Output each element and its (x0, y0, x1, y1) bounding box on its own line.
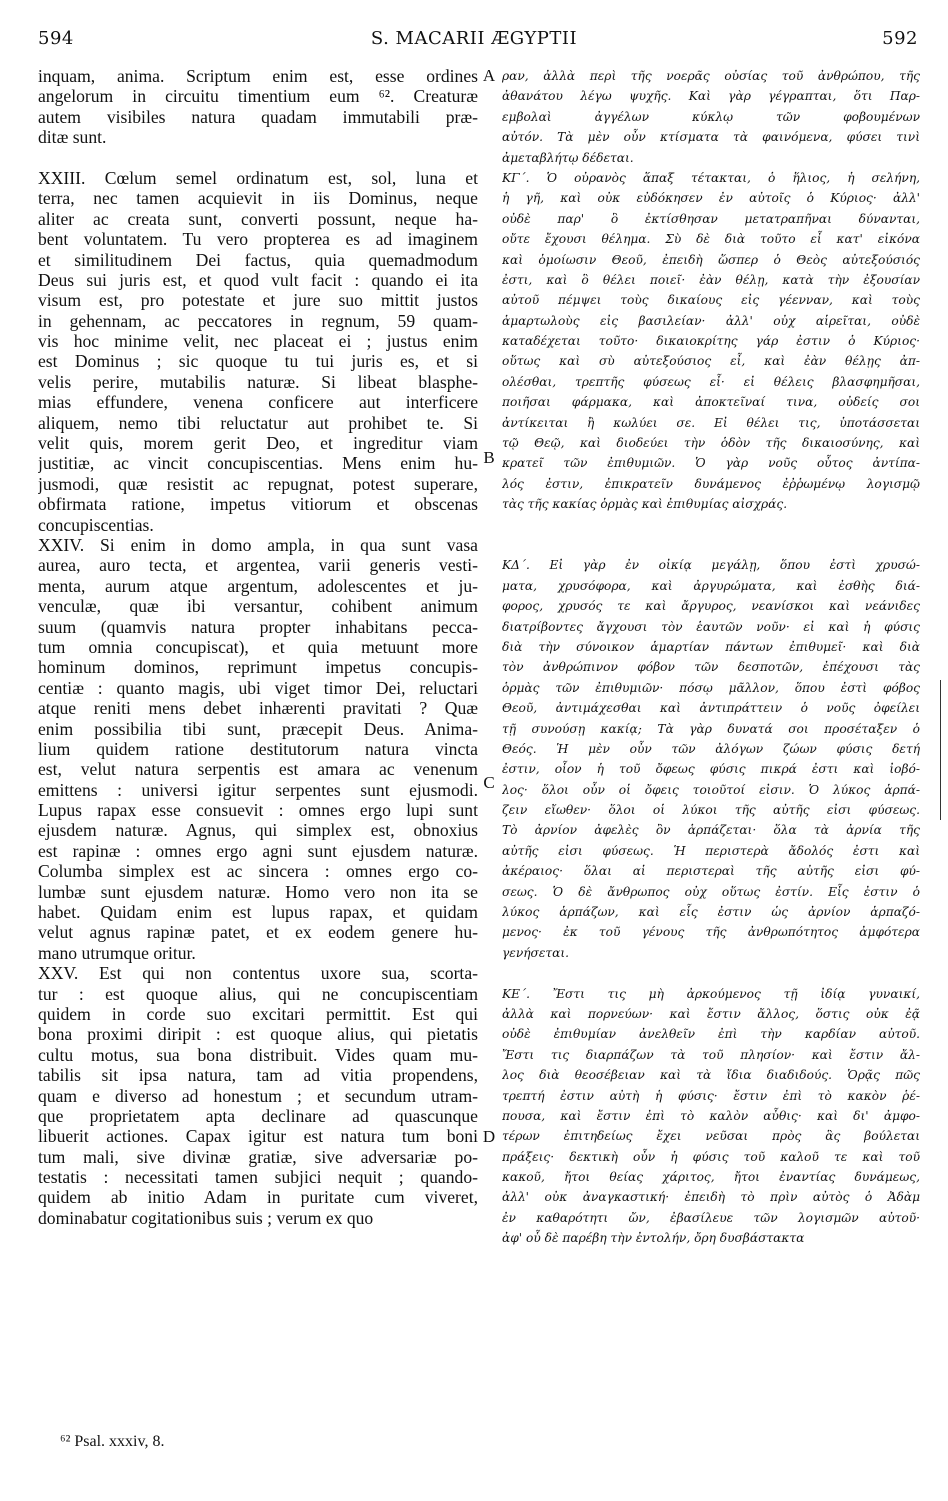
text-line: Θεοῦ, ἀντιμάχεσθαι καὶ ἀντιπράττειν ὁ νοῦς ὀφείλει (502, 701, 920, 716)
text-line: tum omnia concupiscat), et quia metuunt more (38, 636, 478, 657)
text-line: κακοῦ, ἤτοι θείας χάριτος, ἤτοι ἐναντίας δυνάμεως, (502, 1170, 920, 1185)
text-line: ἀφ' οὗ δὲ παρέβη τὴν ἐντολήν, ὄρη δυσβάστακτα (502, 1231, 805, 1246)
text-line: Ἔστι τις διαρπάζων τὰ τοῦ πλησίον· καὶ ἔστιν ἄλ- (502, 1047, 920, 1062)
text-line: et similitudinem Dei factus, quia quemadmodum (38, 249, 478, 270)
text-line: mano utrumque oritur. (38, 942, 196, 963)
text-line: ἀντίκειται ἢ κωλύει σε. Εἰ θέλει τις, ὑποτάσσεται (502, 415, 920, 430)
text-line: ἀκέραιος· ὅλαι αἱ περιστεραὶ τῆς αὐτῆς εἰσι φύ- (502, 864, 920, 879)
text-line: αὐτῆς εἰσι φύσεως. Ἡ περιστερὰ ἄδολός ἐστι καὶ (502, 843, 920, 858)
page-header (0, 28, 948, 58)
text-line: ποιῆσαι φάρμακα, καὶ ἀποκτεῖναί τινα, οὐδείς σοι (502, 395, 920, 410)
text-line: τρεπτή ἐστιν αὐτὴ ἡ φύσις· ἔστιν ἐπὶ τὸ κακὸν ῥέ- (502, 1088, 920, 1103)
text-line: Lupus rapax esse consuevit : omnes ergo lupi sunt (38, 800, 478, 821)
text-line: autem visibiles natura quadam immutabili præ- (38, 106, 478, 127)
text-line: justitiæ, ac vincit concupiscentias. Mens enim hu- (38, 453, 478, 474)
text-line: ΚΔ΄. Εἰ γὰρ ἐν οἰκίᾳ μεγάλῃ, ὅπου ἐστὶ χρυσώ- (502, 558, 920, 573)
text-line: οὐδὲ παρ' ὃ ἐκτίσθησαν μετατραπῆναι δύνανται, (502, 211, 920, 226)
text-line: libuerit actiones. Capax igitur est natura tum boni (38, 1126, 478, 1147)
text-line: λός ἐστιν, ἐπικρατεῖν δυνάμενος ἐῤῥωμένῳ λογισμῷ (502, 476, 920, 491)
text-line: est, velut natura serpentis est amara ac venenum (38, 759, 478, 780)
margin-letter-d: D (482, 1127, 496, 1146)
text-line: lumbæ sunt ejusdem naturæ. Homo vero non ita se (38, 881, 478, 902)
text-line: ἀθανάτου λέγω ψυχῆς. Καὶ γὰρ γέγραπται, ὅτι Παρ- (502, 89, 920, 104)
text-line: tum mali, sive divinæ gratiæ, sive adversariæ po- (38, 1146, 478, 1167)
text-line: velit quis, morem gerit Deo, et ingreditur viam (38, 433, 478, 454)
text-line: vis hoc minime velit, nec placeat ei ; justus enim (38, 331, 478, 352)
text-line: καταδέχεται τοῦτο· δικαιοκρίτης γάρ ἐστιν ὁ Κύριος· (502, 334, 920, 349)
text-line: πουσα, καὶ ἔστιν ἐπὶ τὸ καλὸν αὖθις· καὶ δι' ἀμφο- (502, 1108, 920, 1123)
text-line: est rapinæ : omnes ergo agni sunt ejusdem naturæ. (38, 840, 478, 861)
text-line: enim possibilia tibi sunt, præcepit Deus. Anima- (38, 718, 478, 739)
text-line: aliquem, nemo tibi reluctatur aut prohibet te. Si (38, 412, 478, 433)
greek-column (502, 66, 920, 1249)
margin-letter-a: A (482, 66, 496, 85)
latin-column (38, 66, 478, 1228)
text-line: atque reniti mens debet inhærenti pravitati ? Quæ (38, 698, 478, 719)
text-line: ματα, χρυσόφορα, καὶ ἀργυρώματα, καὶ ἐσθὴς διά- (502, 578, 920, 593)
text-line: μενος· ἐκ τοῦ γένους τῆς ἀνθρωπότητος ἀμφότερα (502, 925, 920, 940)
text-line: οὕτως καὶ σὺ αὐτεξούσιος εἶ, καὶ ἐὰν θέλῃς ἀπ- (502, 354, 920, 369)
text-line: ἡ γῆ, καὶ οὐκ εὐδόκησεν ἐν αὐτοῖς ὁ Κύριος· ἀλλ' (502, 191, 920, 206)
paragraph-gap (502, 515, 920, 535)
margin-letter-b: B (483, 448, 495, 467)
text-line: XXIII. Cœlum semel ordinatum est, sol, luna et (38, 167, 478, 188)
text-line: ολέσθαι, τρεπτῆς φύσεως εἶ· εἰ θέλεις βλασφημῆσαι, (502, 374, 920, 389)
text-line: est Dominus ; sic quoque tu tui juris es, et si (38, 351, 478, 372)
text-line: bent voluntatem. Tu vero propterea es ad imaginem (38, 229, 478, 250)
text-line: terra, nec tamen acquievit in iis Dominus, neque (38, 188, 478, 209)
text-line: XXIV. Si enim in domo ampla, in qua sunt vasa (38, 534, 478, 555)
page-number-right: 592 (882, 28, 918, 49)
text-line: XXV. Est qui non contentus uxore sua, scorta- (38, 963, 478, 984)
text-line: ἁμαρτωλοὺς εἰς βασιλείαν· ἀλλ' οὐχ αἱρεῖται, οὐδὲ (502, 313, 920, 328)
text-line: menta, aurum atque argentum, adolescentes et ju- (38, 575, 478, 596)
text-line: concupiscentias. (38, 514, 154, 535)
text-line: velis perire, mutabilis naturæ. Si libeat blasphe- (38, 371, 478, 392)
text-line: τῇ συνούσῃ κακίᾳ; Τὰ γὰρ δυνατά σοι προσέταξεν ὁ (502, 721, 920, 736)
text-line: ἐστι, καὶ ὃ θέλει ποιεῖ· ἐὰν θέλῃ, κατὰ τὴν ἐξουσίαν (502, 272, 920, 287)
text-line: ΚΕ΄. Ἔστι τις μὴ ἀρκούμενος τῇ ἰδίᾳ γυναικί, (502, 986, 920, 1001)
text-line: quidem ab initio Adam in puritate cum viveret, (38, 1187, 478, 1208)
text-line: quidem in corde suo excitari permittit. Est qui (38, 1003, 478, 1024)
text-line: ἐστιν, οἷον ἡ τοῦ ὄφεως φύσις πικρά ἐστι καὶ ἰοβό- (502, 762, 920, 777)
text-line: λος· ὅλοι οὖν οἱ ὄφεις τοιοῦτοί εἰσιν. Ὁ λύκος ἁρπά- (502, 782, 920, 797)
text-line: διατρίβοντες ἄγχουσι τὸν ἑαυτῶν νοῦν· εἰ καὶ ἡ φύσις (502, 619, 920, 634)
text-line: λύκος ἁρπάζων, καὶ εἷς ἐστιν ὡς ἀρνίον ἁρπαζό- (502, 905, 920, 920)
text-line: angelorum in circuitu timentium eum ⁶². Creaturæ (38, 86, 478, 107)
text-line: velut agnus rapinæ patet, et ex eodem genere hu- (38, 922, 478, 943)
text-line: κρατεῖ τῶν ἐπιθυμιῶν. Ὁ γὰρ νοῦς οὗτος ἀντίπα- (502, 456, 920, 471)
text-line: ραν, ἀλλὰ περὶ τῆς νοερᾶς οὐσίας τοῦ ἀνθρώπου, τῆς (502, 69, 920, 83)
running-title: S. MACARII ÆGYPTII (370, 28, 578, 49)
text-line: inquam, anima. Scriptum enim est, esse ordines (38, 66, 478, 86)
text-line: venculæ, quæ ibi versantur, cohibent animum (38, 596, 478, 617)
text-line: Τὸ ἀρνίον ἀφελὲς ὂν ἁρπάζεται· ὅλα τὰ ἀρνία τῆς (502, 823, 920, 838)
text-line: σεως. Ὁ δὲ ἄνθρωπος οὐχ οὕτως ἐστίν. Εἷς ἐστιν ὁ (502, 884, 920, 899)
text-line: ὁρμὰς τῶν ἐπιθυμιῶν· πόσῳ μᾶλλον, ὅπου ἐστὶ φόβος (502, 680, 920, 695)
text-line: αὐτοῦ πέμψει τοὺς δικαίους εἰς γέενναν, καὶ τοὺς (502, 293, 920, 308)
text-line: ejusdem naturæ. Agnus, qui simplex est, obnoxius (38, 820, 478, 841)
text-line: quam e diverso ad honestum ; et secundum utram- (38, 1085, 478, 1106)
text-line: in gehennam, ac peccatores in regnum, 59 quam- (38, 310, 478, 331)
text-line: centiæ : quanto magis, ubi viget timor Dei, reluctari (38, 677, 478, 698)
text-line: ΚΓ΄. Ὁ οὐρανὸς ἅπαξ τέτακται, ὁ ἥλιος, ἡ σελήνη, (502, 170, 920, 185)
text-line: Columba simplex est ac sincera : omnes ergo co- (38, 861, 478, 882)
text-line: tur : est quoque alius, qui ne concupiscentiam (38, 983, 478, 1004)
text-line: habet. Quidam enim est lupus rapax, et quidam (38, 902, 478, 923)
text-line: αὐτόν. Τὰ μὲν οὖν κτίσματα τὰ φαινόμενα, φύσει τινὶ (502, 130, 920, 145)
text-line: lium quidem ratione destitutorum natura vincta (38, 738, 478, 759)
text-line: διὰ τὴν σύνοικον ἁμαρτίαν πάντων ἐπιθυμεῖ· καὶ διὰ (502, 639, 920, 654)
paragraph-gap (502, 963, 920, 983)
text-line: φορος, χρυσός τε καὶ ἄργυρος, νεανίσκοι καὶ νεάνιδες (502, 599, 920, 614)
text-line: mias effundere, venena conficere aut interficere (38, 392, 478, 413)
scan-edge-rule (940, 680, 941, 820)
text-line: aliter ac creata sunt, converti possunt, neque ha- (38, 208, 478, 229)
text-line: ἐν καθαρότητι ὤν, ἐβασίλευε τῶν λογισμῶν αὐτοῦ· (502, 1210, 920, 1225)
text-line: εμβολαὶ ἀγγέλων κύκλῳ τῶν φοβουμένων (502, 109, 920, 124)
text-line: dominabatur cogitationibus suis ; verum ex quo (38, 1207, 374, 1228)
text-line: ditæ sunt. (38, 127, 107, 148)
text-line: ἀλλὰ καὶ πορνεύων· καὶ ἔστιν ἄλλος, ὅστις οὐκ ἐᾷ (502, 1006, 920, 1021)
text-line: οὐδὲ ἐπιθυμίαν ἀνελθεῖν ἐπὶ τὴν καρδίαν αὐτοῦ. (502, 1027, 920, 1042)
text-line: jusmodi, quæ resistit ac repugnat, potest superare, (38, 473, 478, 494)
text-line: ἀμεταβλήτῳ δέδεται. (502, 150, 634, 165)
text-line: emittens : universi igitur serpentes sunt ejusmodi. (38, 779, 478, 800)
footnote: ⁶² Psal. xxxiv, 8. (60, 1433, 165, 1450)
text-line: γενήσεται. (502, 945, 570, 960)
text-line: Θεός. Ἡ μὲν οὖν τῶν ἀλόγων ζώων φύσις δετή (502, 741, 920, 756)
text-line: καὶ ὁμοίωσιν Θεοῦ, ἐπειδὴ ὥσπερ ὁ Θεὸς αὐτεξούσιός (502, 252, 920, 267)
text-line: cultu motus, sua bona distribuit. Vides quam mu- (38, 1044, 478, 1065)
text-line: πράξεις· δεκτικὴ οὖν ἡ φύσις τοῦ καλοῦ τε καὶ τοῦ (502, 1149, 920, 1164)
text-line: hominum dominos, reprimunt impetus concupis- (38, 657, 478, 678)
paragraph-gap (38, 148, 478, 168)
text-line: suum (quamvis natura propter inhabitans pecca- (38, 616, 478, 637)
text-line: tabilis sit ipsa natura, tam ad vitia propendens, (38, 1065, 478, 1086)
text-line: ἀλλ' οὐκ ἀναγκαστική· ἐπειδὴ τὸ πρὶν αὐτὸς ὁ Ἀδὰμ (502, 1190, 920, 1205)
page-number-left: 594 (38, 28, 74, 49)
text-line: aurea, auro tecta, et argentea, varii generis vesti- (38, 555, 478, 576)
paragraph-gap (502, 535, 920, 555)
text-line: τέρων ἐπιτηδείως ἔχει νεῦσαι πρὸς ἃς βούλεται (502, 1129, 920, 1144)
text-line: λος διὰ θεοσέβειαν καὶ τὰ ἴδια διαδιδούς. Ὁρᾷς πῶς (502, 1068, 920, 1083)
text-line: bona proximi diripit : est quoque alius, qui pietatis (38, 1024, 478, 1045)
text-line: testatis : necessitati tamen subjici nequit ; quando- (38, 1167, 478, 1188)
text-line: obfirmata ratione, impetus vitiorum et obscenas (38, 494, 478, 515)
text-line: οὔτε ἔχουσι θέλημα. Σὺ δὲ διὰ τοῦτο εἶ κατ' εἰκόνα (502, 232, 920, 247)
text-line: τὸν ἀνθρώπινον φόβον τῶν δεσποτῶν, ἐπέχουσι τὰς (502, 660, 920, 675)
text-line: τῷ Θεῷ, καὶ διοδεύει τὴν ὁδὸν τῆς δικαιοσύνης, καὶ (502, 436, 920, 451)
text-line: Deus sui juris est, et quod vult facit : quando ei ita (38, 269, 478, 290)
text-line: que proprietatem apta declinare ad quascunque (38, 1105, 478, 1126)
text-line: τὰς τῆς κακίας ὁρμὰς καὶ ἐπιθυμίας αἰσχράς. (502, 497, 788, 512)
text-line: ζειν εἴωθεν· ὅλοι οἱ λύκοι τῆς αὐτῆς εἰσι φύσεως. (502, 803, 920, 818)
text-line: visum est, pro potestate et jure suo mittit justos (38, 290, 478, 311)
margin-letter-c: C (483, 773, 495, 792)
